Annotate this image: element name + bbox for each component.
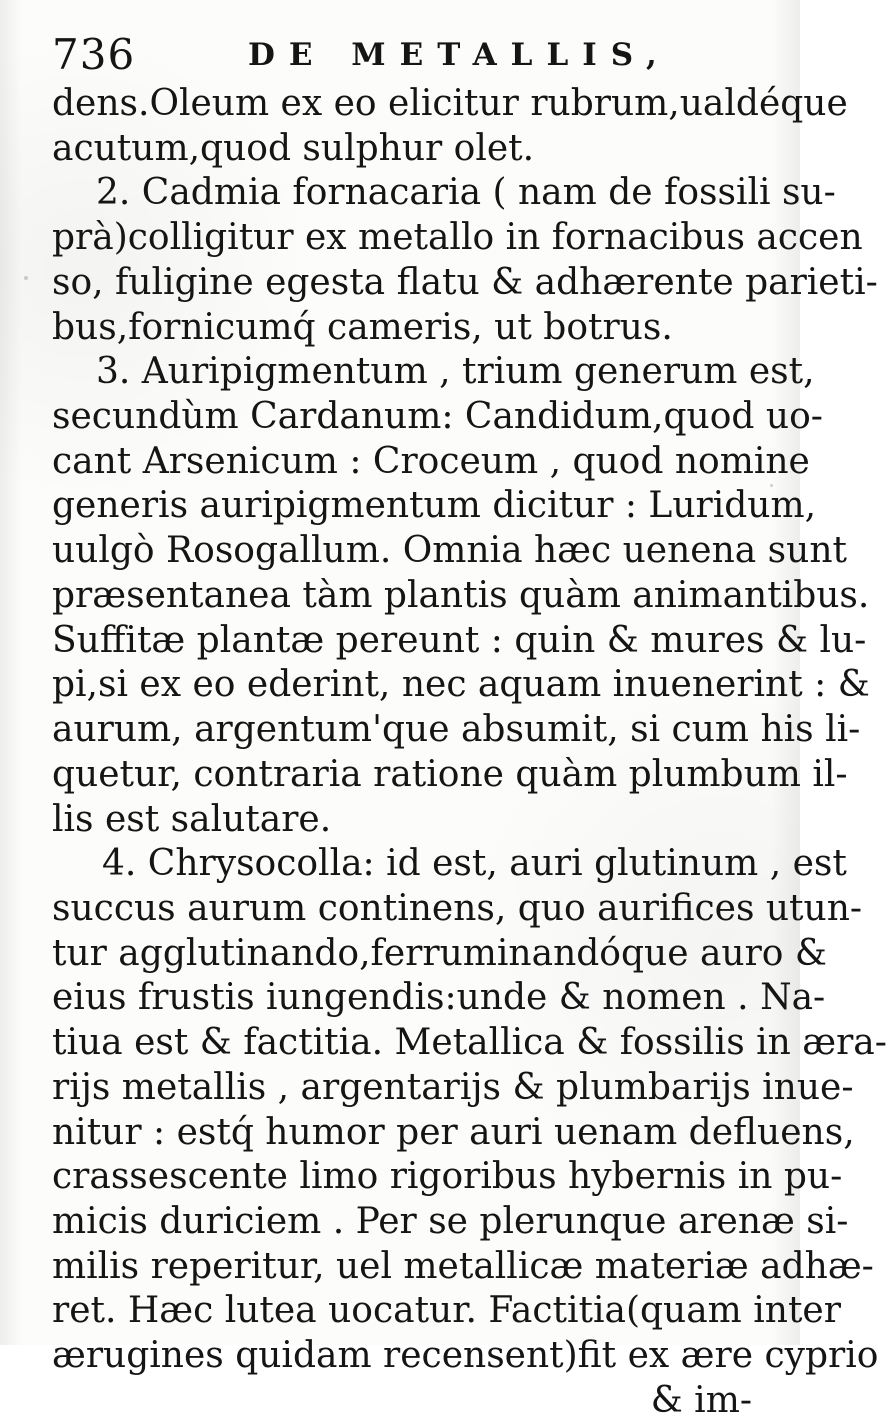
text-line: secundùm Cardanum: Candidum,quod uo- xyxy=(52,396,823,438)
text-line: pi,si ex eo ederint, nec aquam inuenerint : & xyxy=(52,664,870,706)
body-text xyxy=(52,82,887,1424)
text-line: præsentanea tàm plantis quàm animantibus. xyxy=(52,574,870,616)
text-line: 3. Auripigmentum , trium generum est, xyxy=(96,351,815,393)
text-line: prà)colligitur ex metallo in fornacibus accen xyxy=(52,217,863,259)
text-line: milis reperitur, uel metallicæ materiæ adhæ- xyxy=(52,1245,874,1287)
text-line: crassescente limo rigoribus hybernis in pu- xyxy=(52,1156,843,1198)
text-line: rijs metallis , argentarijs & plumbarijs inue- xyxy=(52,1066,854,1108)
text-line: ret. Hæc lutea uocatur. Factitia(quam inter xyxy=(52,1290,841,1332)
text-line: tur agglutinando,ferruminandóque auro & xyxy=(52,932,827,974)
text-line: tiua est & factitia. Metallica & fossilis in æra- xyxy=(52,1022,887,1064)
text-line: micis duriciem . Per se plerunque arenæ si- xyxy=(52,1200,849,1242)
text-line: cant Arsenicum : Croceum , quod nomine xyxy=(52,440,810,482)
text-line: 4. Chrysocolla: id est, auri glutinum , est xyxy=(102,843,847,885)
text-line: Suffitæ plantæ pereunt : quin & mures & lu- xyxy=(52,619,867,661)
running-head: DE METALLIS, xyxy=(248,37,671,73)
text-line: nitur : estq́ humor per auri uenam defluens, xyxy=(52,1111,855,1153)
text-line: eius frustis iungendis:unde & nomen . Na- xyxy=(52,977,826,1019)
text-line: dens.Oleum ex eo elicitur rubrum,ualdéque xyxy=(52,83,848,124)
text-line: acutum,quod sulphur olet. xyxy=(52,127,535,169)
text-line: bus,fornicumq́ cameris, ut botrus. xyxy=(52,306,673,348)
catchword: & im- xyxy=(650,1379,752,1421)
text-line: succus aurum continens, quo aurifices utun- xyxy=(52,887,863,929)
text-line: ærugines quidam recensent)fit ex ære cyprio xyxy=(52,1335,879,1377)
text-line: aurum, argentum'que absumit, si cum his li- xyxy=(52,709,861,751)
text-line: generis auripigmentum dicitur : Luridum, xyxy=(52,485,817,527)
page-number: 736 xyxy=(52,30,136,79)
paper-speck xyxy=(24,276,28,280)
text-line: quetur, contraria ratione quàm plumbum il- xyxy=(52,753,848,795)
text-line: 2. Cadmia fornacaria ( nam de fossili su- xyxy=(96,172,836,214)
text-line: uulgò Rosogallum. Omnia hæc uenena sunt xyxy=(52,530,847,572)
text-line: lis est salutare. xyxy=(52,798,332,840)
text-line: so, fuligine egesta flatu & adhærente parieti- xyxy=(52,261,878,303)
